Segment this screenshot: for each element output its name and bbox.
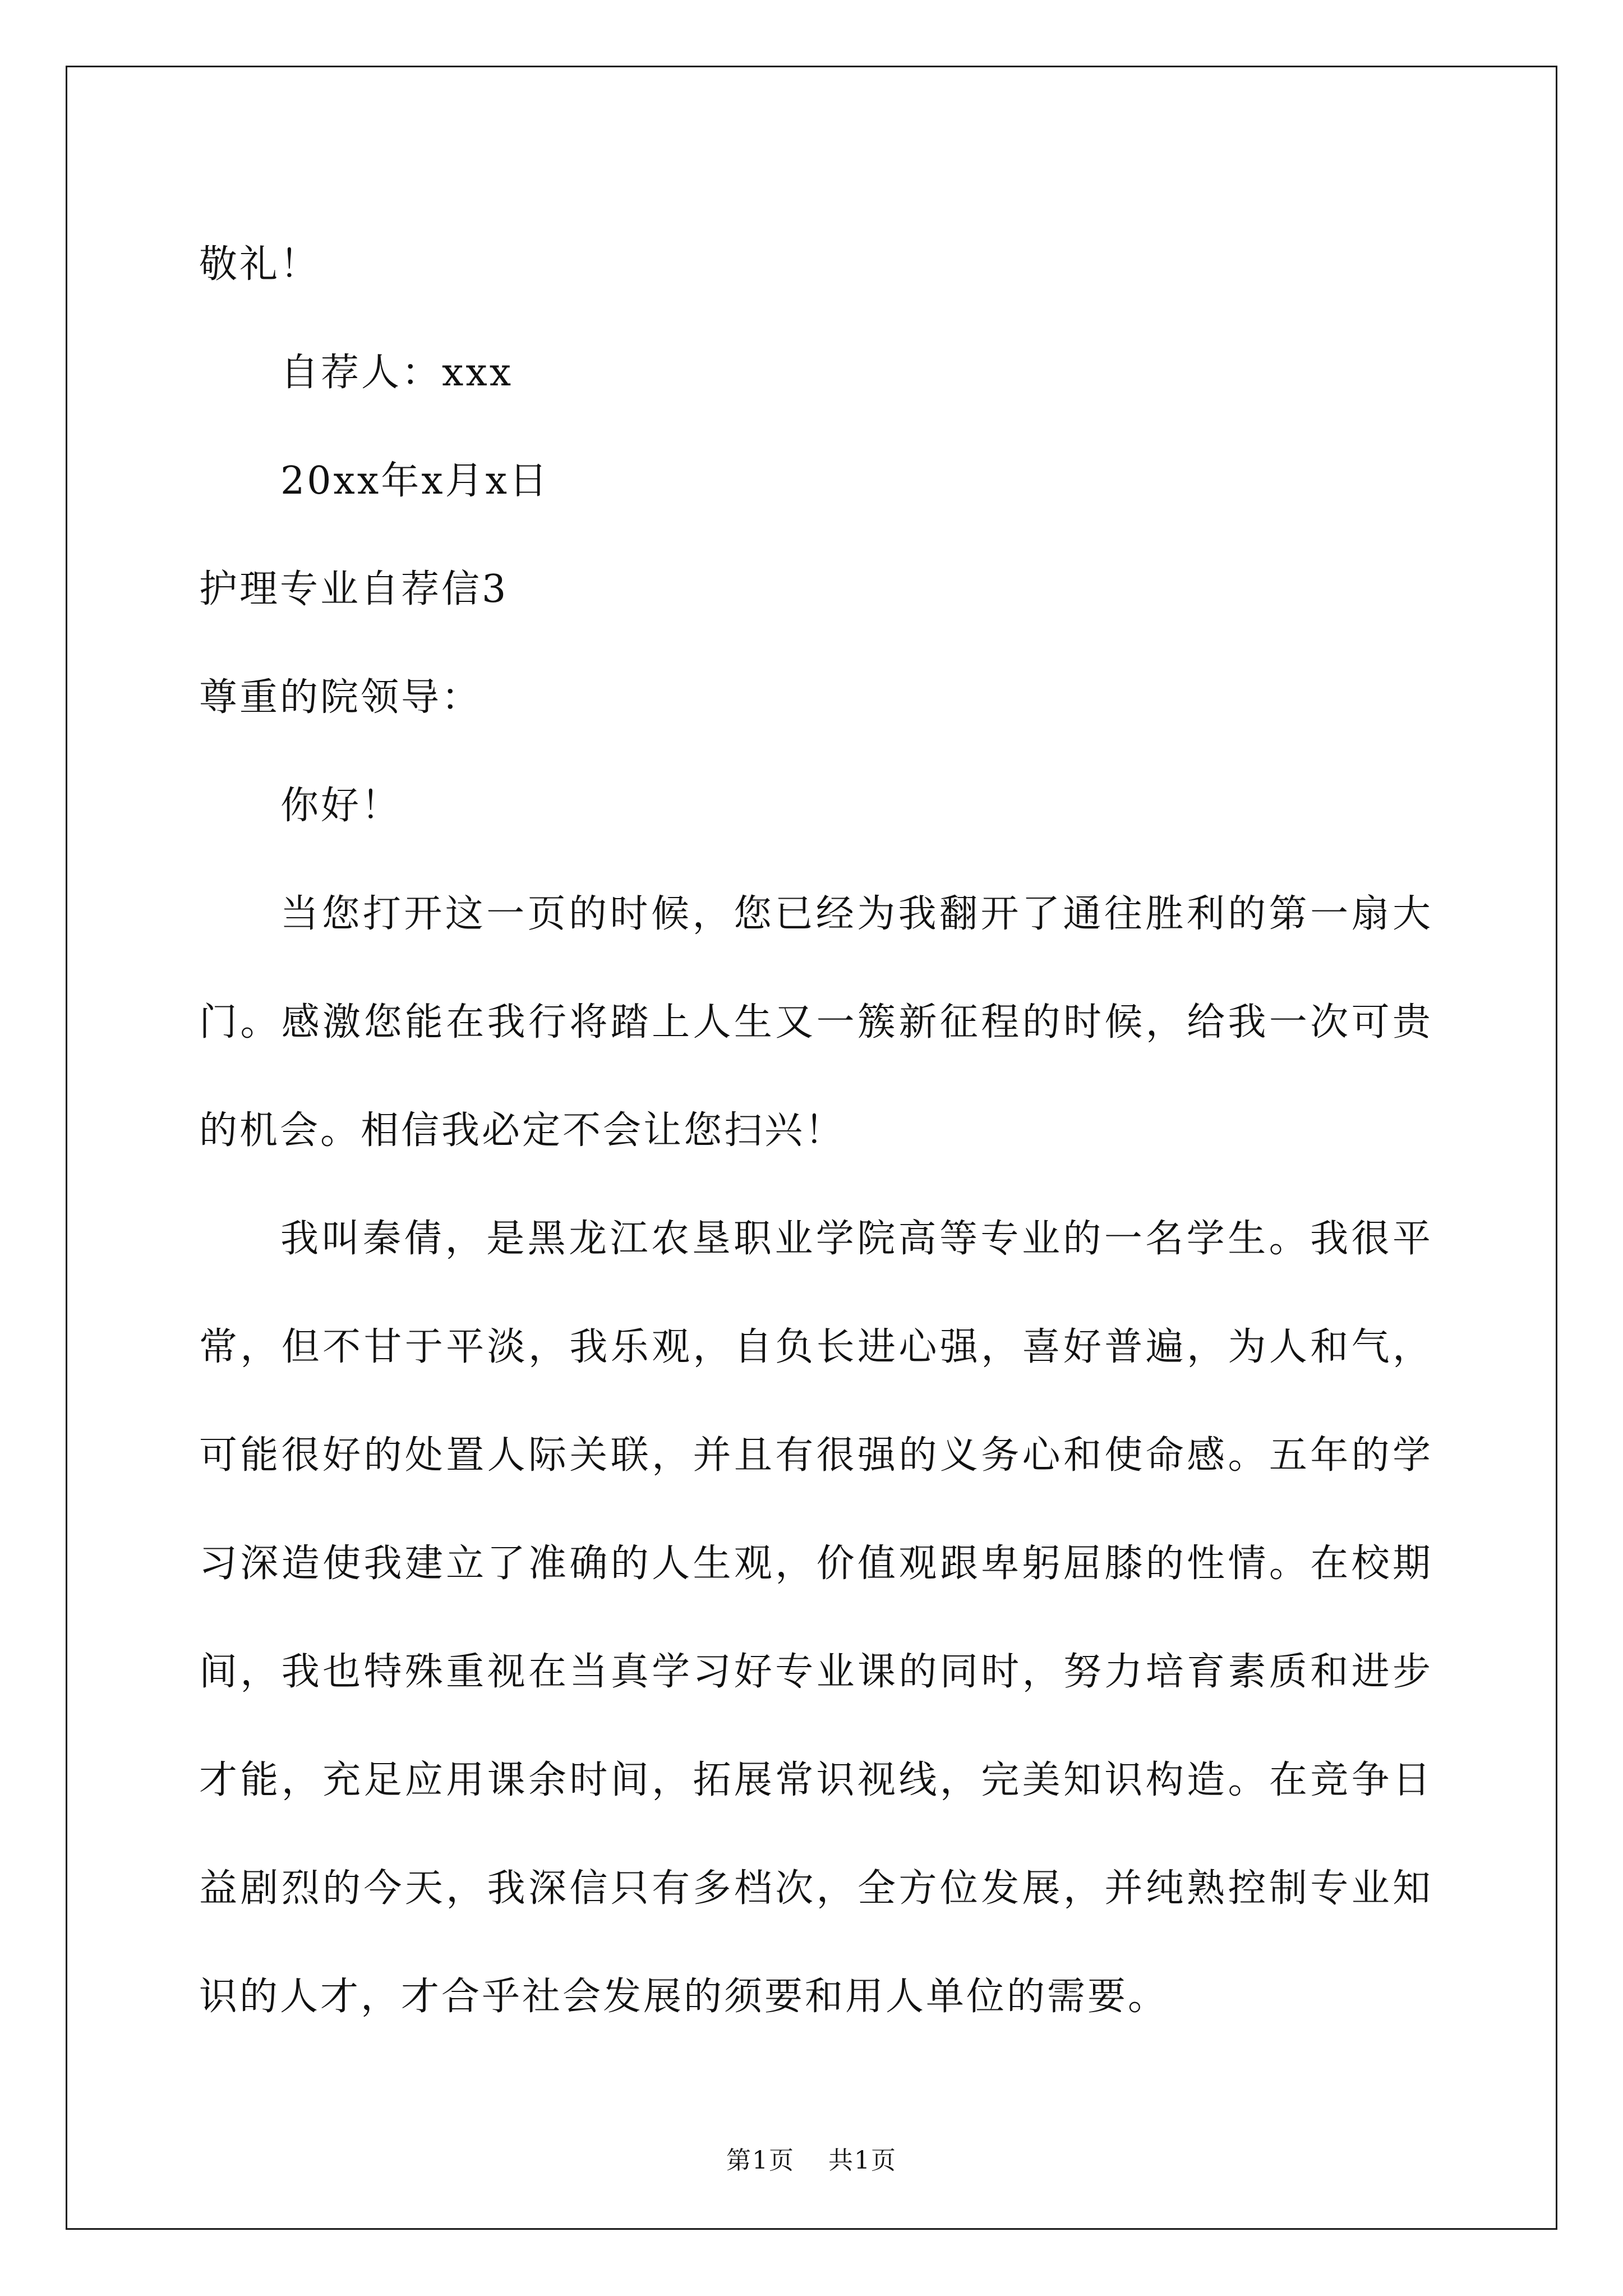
date-line: 20xx年x月x日 [280, 459, 550, 503]
signature-line: 自荐人：xxx [280, 351, 514, 395]
page-total: 共1页 [828, 2146, 897, 2175]
page-number: 第1页 [726, 2146, 795, 2175]
greeting-line: 你好！ [280, 784, 402, 828]
body-paragraph-2: 我叫秦倩，是黑龙江农垦职业学院高等专业的一名学生。我很平常，但不甘于平淡，我乐观，自负长进心强，喜好普遍，为人和气，可能很好的处置人际关联，并且有很强的义务心和使命感。五年的学习深造使我建立了准确的人生观，价值观跟卑躬屈膝的性情。在校期间，我也特殊重视在当真学习好专业课的同时，努力培育素质和进步才能，充足应用课余时间，拓展常识视线，完美知识构造。在竞争日益剧烈的今天，我深信只有多档次，全方位发展，并纯熟控制专业知识的人才，才合乎社会发展的须要和用人单位的需要。 [199, 1217, 1433, 2019]
page-footer [0, 2140, 1623, 2176]
letter-body [199, 210, 1433, 2051]
closing-line: 敬礼！ [199, 242, 321, 287]
body-paragraph-1: 当您打开这一页的时候，您已经为我翻开了通往胜利的第一扇大门。感激您能在我行将踏上人生又一簇新征程的时候，给我一次可贵的机会。相信我必定不会让您扫兴！ [199, 892, 1433, 1153]
salutation-line: 尊重的院领导： [199, 675, 482, 720]
letter-title: 护理专业自荐信3 [199, 567, 509, 611]
